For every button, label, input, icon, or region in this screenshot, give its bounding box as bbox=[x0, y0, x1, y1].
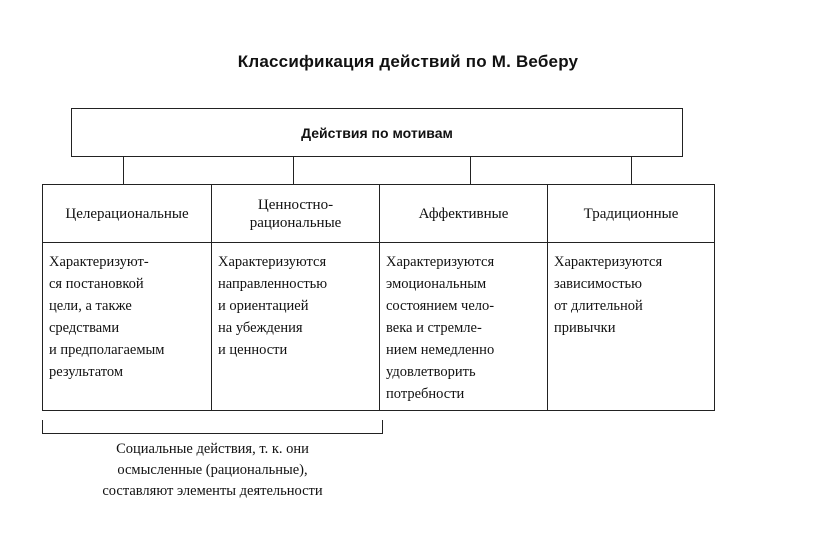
connector-line bbox=[470, 157, 471, 185]
type-column-value-rational bbox=[212, 185, 380, 410]
type-description: Характеризуются направленностью и ориентацией на убеждения и ценности bbox=[218, 254, 328, 358]
connector-line bbox=[293, 157, 294, 185]
diagram-title: Классификация действий по М. Веберу bbox=[237, 52, 579, 71]
type-header bbox=[548, 185, 714, 243]
type-column-traditional bbox=[548, 185, 714, 410]
type-name: Ценностно- рациональные bbox=[249, 196, 342, 231]
type-header bbox=[43, 185, 211, 243]
root-node bbox=[71, 108, 683, 157]
bracket-note: Социальные действия, т. к. они осмысленные (рациональные), составляют элементы деятельности bbox=[102, 441, 323, 499]
type-name: Аффективные bbox=[418, 205, 509, 222]
root-node-label: Действия по мотивам bbox=[301, 124, 453, 141]
type-name: Целерациональные bbox=[65, 205, 189, 222]
type-description: Характеризуются эмоциональным состоянием чело- века и стремле- нием немедленно удовлетворить потребности bbox=[386, 254, 495, 402]
type-description: Характеризуют- ся постановкой цели, а также средствами и предполагаемым результатом bbox=[49, 254, 165, 380]
grouping-bracket bbox=[42, 420, 383, 434]
classification-table bbox=[42, 184, 715, 411]
type-column-affective bbox=[380, 185, 548, 410]
connector-line bbox=[123, 157, 124, 185]
type-header bbox=[212, 185, 379, 243]
type-name: Традиционные bbox=[583, 205, 679, 222]
type-description: Характеризуются зависимостью от длительной привычки bbox=[554, 254, 663, 336]
connector-line bbox=[631, 157, 632, 185]
type-header bbox=[380, 185, 547, 243]
type-column-goal-rational bbox=[43, 185, 212, 410]
